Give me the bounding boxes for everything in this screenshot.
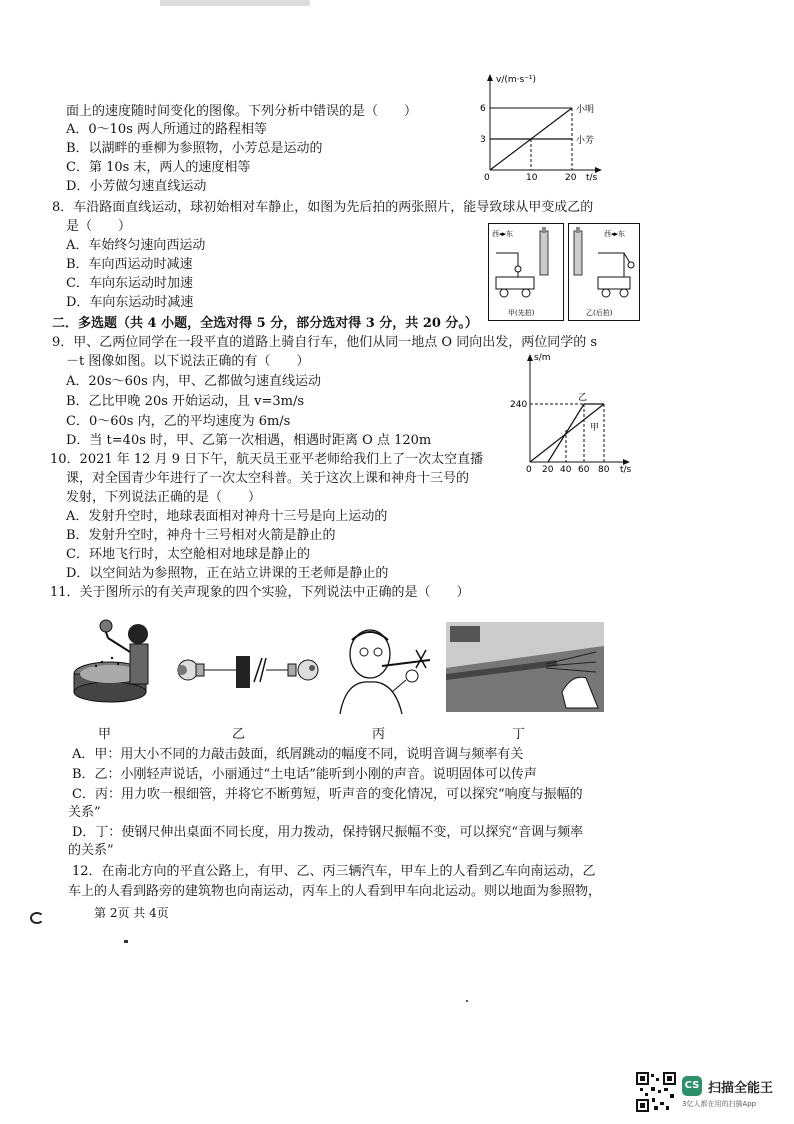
- q7-option-d: D．小芳做匀速直线运动: [66, 179, 207, 194]
- scan-dot: [466, 1000, 468, 1002]
- q8-stem-line2: 是（ ）: [66, 219, 132, 234]
- q7-stem: 面上的速度随时间变化的图像。下列分析中错误的是（ ）: [66, 104, 418, 119]
- q12-stem-line2: 车上的人看到路旁的建筑物也向南运动，丙车上的人看到甲车向北运动。则以地面为参照物，: [68, 884, 602, 899]
- scan-mark: [30, 912, 44, 924]
- q11-figure-bing-blowing-tube: [332, 620, 436, 716]
- q9-graph-xtick-60: 60: [578, 465, 590, 474]
- q10-option-c: C．环地飞行时，太空舱相对地球是静止的: [66, 547, 310, 562]
- q9-graph-xtick-40: 40: [560, 465, 572, 474]
- q9-graph-xlabel: t/s: [620, 465, 632, 474]
- q10-option-d: D．以空间站为参照物，正在站立讲课的王老师是静止的: [66, 566, 389, 581]
- q8-photo-yi-direction: 西◂▸东: [604, 230, 626, 238]
- q8-option-a: A．车始终匀速向西运动: [66, 238, 206, 253]
- q9-graph-xtick-80: 80: [598, 465, 610, 474]
- camscanner-logo-icon: CS: [682, 1076, 702, 1096]
- q9-graph-xtick-20: 20: [542, 465, 554, 474]
- q9-graph-xtick-0: 0: [526, 465, 532, 474]
- q10-stem-line3: 发射，下列说法正确的是（ ）: [66, 490, 262, 505]
- q7-graph-xtick-10: 10: [526, 173, 538, 182]
- scan-smudge: [160, 0, 310, 6]
- q8-option-d: D．车向东运动时减速: [66, 295, 194, 310]
- q7-graph-xtick-20: 20: [565, 173, 577, 182]
- camscanner-tagline: 3亿人都在用的扫描App: [682, 1100, 757, 1108]
- q9-graph-ylabel: s/m: [534, 353, 551, 363]
- q7-option-a: A．0～10s 两人所通过的路程相等: [66, 122, 268, 137]
- q10-option-a: A．发射升空时，地球表面相对神舟十三号是向上运动的: [66, 509, 388, 524]
- q7-graph-ylabel: v/(m·s⁻¹): [496, 75, 537, 85]
- scan-dot: [124, 940, 128, 943]
- q9-graph-series-yi: 乙: [578, 393, 588, 403]
- q9-st-graph: [508, 350, 640, 474]
- q8-photo-jia-caption: 甲(先拍): [508, 309, 535, 317]
- q12-stem-line1: 12．在南北方向的平直公路上，有甲、乙、丙三辆汽车，甲车上的人看到乙车向南运动，乙: [72, 864, 596, 879]
- q11-figure-jia-drum: [72, 612, 162, 704]
- q11-option-c-line2: 关系”: [68, 805, 101, 820]
- q9-stem-line2: －t 图像如图。以下说法正确的有（ ）: [66, 354, 310, 369]
- q11-label-jia: 甲: [98, 727, 112, 742]
- q11-option-c-line1: C．丙：用力吹一根细管，并将它不断剪短，听声音的变化情况，可以探究“响度与振幅的: [72, 787, 583, 802]
- q7-graph-ytick-3: 3: [480, 135, 486, 145]
- qr-code-icon: [636, 1072, 676, 1112]
- q11-figure-yi-string-phone: [170, 652, 330, 692]
- q9-option-d: D．当 t=40s 时，甲、乙第一次相遇，相遇时距离 O 点 120m: [66, 433, 432, 448]
- q11-option-d-line2: 的关系”: [68, 843, 114, 858]
- q9-stem-line1: 9．甲、乙两位同学在一段平直的道路上骑自行车，他们从同一地点 O 同向出发，两位同学的 s: [52, 335, 597, 350]
- section-multiple-choice: 二．多选题（共 4 小题，全选对得 5 分，部分选对得 3 分，共 20 分。）: [52, 316, 478, 331]
- q9-graph-ytick-240: 240: [510, 400, 528, 410]
- q7-vt-graph: [472, 70, 612, 182]
- q10-stem-line2: 课，对全国青少年进行了一次太空科普。关于这次上课和神舟十三号的: [66, 471, 470, 486]
- q11-option-b: B．乙：小刚轻声说话，小丽通过“土电话”能听到小刚的声音。说明固体可以传声: [72, 767, 537, 782]
- q11-option-d-line1: D．丁：使钢尺伸出桌面不同长度，用力拨动，保持钢尺振幅不变，可以探究“音调与频率: [72, 825, 584, 840]
- q7-option-c: C．第 10s 末，两人的速度相等: [66, 160, 251, 175]
- q10-option-b: B．发射升空时，神舟十三号相对火箭是静止的: [66, 528, 336, 543]
- q8-option-b: B．车向西运动时减速: [66, 257, 193, 272]
- q7-graph-xtick-0: 0: [484, 173, 490, 182]
- page-footer: 第 2页 共 4页: [94, 906, 169, 920]
- q11-label-bing: 丙: [372, 727, 386, 742]
- q7-graph-series-xiaofang: 小芳: [576, 136, 595, 146]
- q11-label-yi: 乙: [232, 727, 246, 742]
- q7-graph-xlabel: t/s: [586, 173, 598, 182]
- q7-graph-series-xiaoming: 小明: [576, 105, 595, 115]
- camscanner-app-name: 扫描全能王: [708, 1081, 774, 1096]
- q11-option-a: A．甲：用大小不同的力敲击鼓面，纸屑跳动的幅度不同，说明音调与频率有关: [72, 747, 524, 762]
- q9-option-c: C．0～60s 内，乙的平均速度为 6m/s: [66, 414, 291, 429]
- q7-graph-ytick-6: 6: [480, 104, 486, 114]
- q8-photo-yi: [568, 223, 640, 321]
- q11-stem: 11．关于图所示的有关声现象的四个实验，下列说法中正确的是（ ）: [50, 585, 470, 600]
- q8-photo-yi-caption: 乙(后拍): [586, 309, 613, 317]
- q9-graph-series-jia: 甲: [590, 423, 600, 433]
- q8-option-c: C．车向东运动时加速: [66, 276, 193, 291]
- q11-figure-ding-ruler: [446, 622, 604, 712]
- q11-label-ding: 丁: [512, 727, 526, 742]
- q10-stem-line1: 10．2021 年 12 月 9 日下午，航天员王亚平老师给我们上了一次太空直播: [50, 452, 484, 467]
- q7-option-b: B．以湖畔的垂柳为参照物，小芳总是运动的: [66, 141, 323, 156]
- q8-photo-jia-direction: 西◂▸东: [492, 230, 514, 238]
- q9-option-a: A．20s～60s 内，甲、乙都做匀速直线运动: [66, 374, 321, 389]
- q8-stem-line1: 8．车沿路面直线运动，球初始相对车静止，如图为先后拍的两张照片，能导致球从甲变成乙的: [52, 200, 594, 215]
- q8-photo-jia: [488, 223, 564, 321]
- q9-option-b: B．乙比甲晚 20s 开始运动，且 v=3m/s: [66, 394, 305, 409]
